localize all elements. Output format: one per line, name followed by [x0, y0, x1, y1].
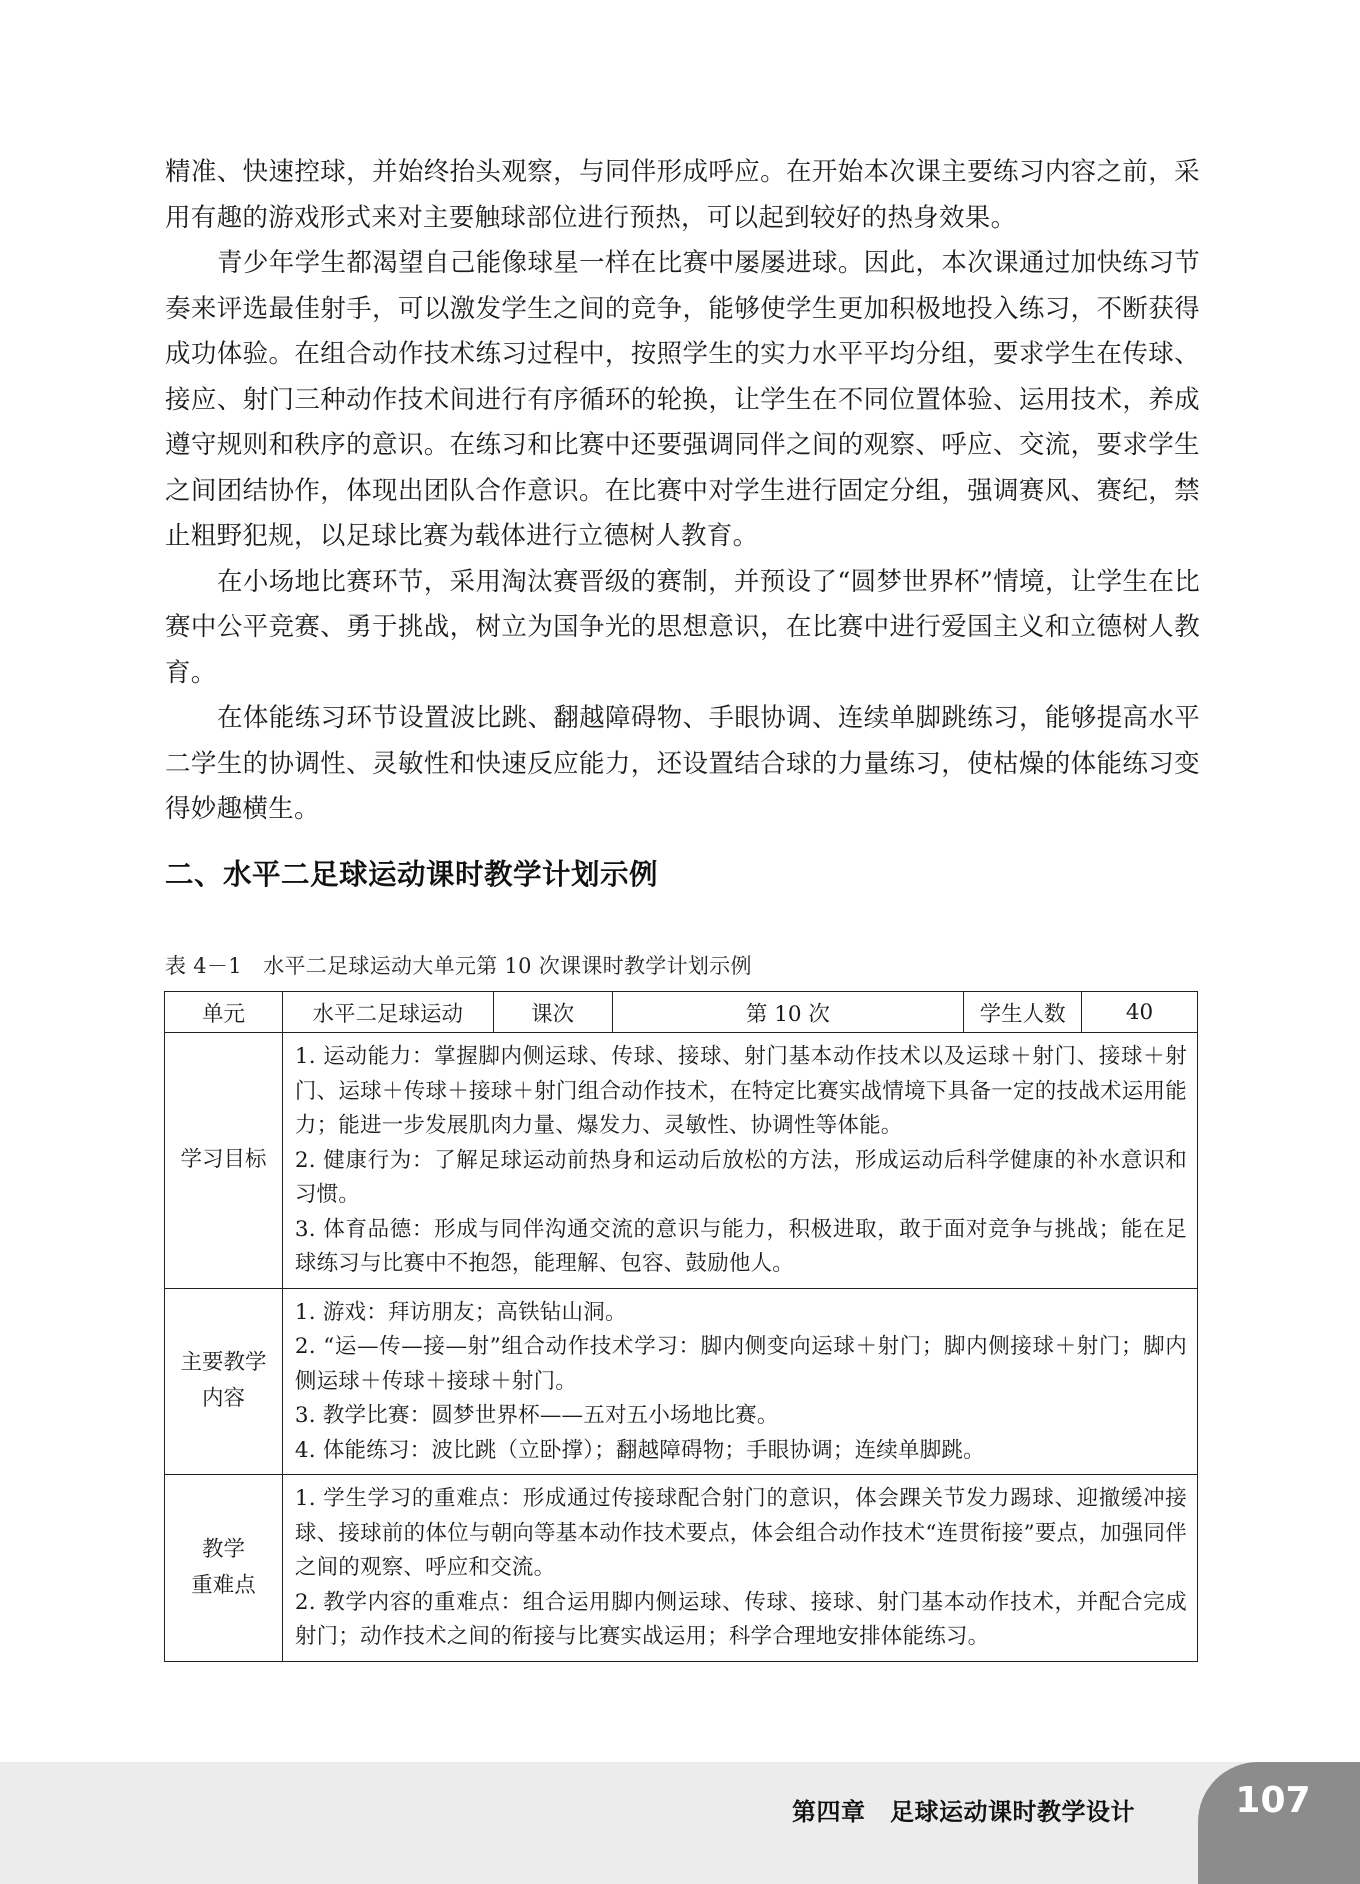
content-item: 3. 教学比赛：圆梦世界杯——五对五小场地比赛。	[294, 1403, 779, 1428]
content-item: 1. 游戏：拜访朋友；高铁钻山洞。	[294, 1299, 627, 1325]
lesson-plan-table	[164, 991, 1198, 1662]
difficulty-item: 2. 教学内容的重难点：组合运用脚内侧运球、传球、接球、射门基本动作技术，并配合完成射门；动作技术之间的衔接与比赛实战运用；科学合理地安排体能练习。	[294, 1589, 1187, 1649]
footer-bar	[0, 1762, 1360, 1884]
paragraph-3: 在小场地比赛环节，采用淘汰赛晋级的赛制，并预设了“圆梦世界杯”情境，让学生在比赛中公平竞赛、勇于挑战，树立为国争光的思想意识，在比赛中进行爱国主义和立德树人教育。	[165, 566, 1200, 688]
content-label-line2: 内容	[201, 1386, 245, 1412]
content-row	[165, 1288, 1198, 1475]
section-heading: 二、水平二足球运动课时教学计划示例	[165, 858, 659, 891]
difficulties-label	[165, 1475, 283, 1662]
paragraph-1: 精准、快速控球，并始终抬头观察，与同伴形成呼应。在开始本次课主要练习内容之前，采用有趣的游戏形式来对主要触球部位进行预热，可以起到较好的热身效果。	[165, 157, 1200, 233]
goals-row	[165, 1033, 1198, 1289]
goals-label: 学习目标	[165, 1033, 283, 1289]
goal-item: 3. 体育品德：形成与同伴沟通交流的意识与能力，积极进取，敢于面对竞争与挑战；能在足球练习与比赛中不抱怨，能理解、包容、鼓励他人。	[294, 1216, 1187, 1276]
goal-item: 2. 健康行为：了解足球运动前热身和运动后放松的方法，形成运动后科学健康的补水意识和习惯。	[294, 1147, 1187, 1207]
unit-value: 水平二足球运动	[282, 992, 493, 1033]
difficulty-item: 1. 学生学习的重难点：形成通过传接球配合射门的意识，体会踝关节发力踢球、迎撤缓冲接球、接球前的体位与朝向等基本动作技术要点，体会组合动作技术“连贯衔接”要点，加强同伴之间的观察、呼应和交流。	[294, 1486, 1187, 1580]
lesson-value: 第 10 次	[612, 992, 964, 1033]
lesson-label: 课次	[493, 992, 612, 1033]
students-value: 40	[1082, 992, 1198, 1033]
page-number: 107	[1235, 1780, 1311, 1821]
content-label-line1: 主要教学	[180, 1350, 267, 1376]
paragraph-4: 在体能练习环节设置波比跳、翻越障碍物、手眼协调、连续单脚跳练习，能够提高水平二学生的协调性、灵敏性和快速反应能力，还设置结合球的力量练习，使枯燥的体能练习变得妙趣横生。	[165, 703, 1200, 824]
goal-item: 1. 运动能力：掌握脚内侧运球、传球、接球、射门基本动作技术以及运球＋射门、接球＋射门、运球＋传球＋接球＋射门组合动作技术，在特定比赛实战情境下具备一定的技战术运用能力；能进一步发展肌肉力量、爆发力、灵敏性、协调性等体能。	[294, 1044, 1187, 1138]
goals-content	[282, 1033, 1197, 1289]
content-label	[165, 1288, 283, 1475]
teaching-content	[282, 1288, 1197, 1475]
paragraph-2: 青少年学生都渴望自己能像球星一样在比赛中屡屡进球。因此，本次课通过加快练习节奏来评选最佳射手，可以激发学生之间的竞争，能够使学生更加积极地投入练习，不断获得成功体验。在组合动作技术练习过程中，按照学生的实力水平平均分组，要求学生在传球、接应、射门三种动作技术间进行有序循环的轮换，让学生在不同位置体验、运用技术，养成遵守规则和秩序的意识。在练习和比赛中还要强调同伴之间的观察、呼应、交流，要求学生之间团结协作，体现出团队合作意识。在比赛中对学生进行固定分组，强调赛风、赛纪，禁止粗野犯规，以足球比赛为载体进行立德树人教育。	[165, 248, 1200, 551]
difficulties-content	[282, 1475, 1197, 1662]
table-caption: 表 4－1 水平二足球运动大单元第 10 次课课时教学计划示例	[165, 954, 752, 978]
unit-label: 单元	[165, 992, 283, 1033]
difficulties-label-line2: 重难点	[191, 1572, 256, 1598]
difficulties-row	[165, 1475, 1198, 1662]
difficulties-label-line1: 教学	[201, 1536, 245, 1562]
content-item: 2. “运—传—接—射”组合动作技术学习：脚内侧变向运球＋射门；脚内侧接球＋射门；脚内侧运球＋传球＋接球＋射门。	[294, 1334, 1187, 1394]
students-label: 学生人数	[964, 992, 1082, 1033]
content-item: 4. 体能练习：波比跳（立卧撑）；翻越障碍物；手眼协调；连续单脚跳。	[294, 1437, 985, 1463]
footer-chapter-title: 第四章 足球运动课时教学设计	[792, 1798, 1135, 1826]
table-header-row	[165, 992, 1198, 1033]
body-text	[165, 150, 1200, 833]
